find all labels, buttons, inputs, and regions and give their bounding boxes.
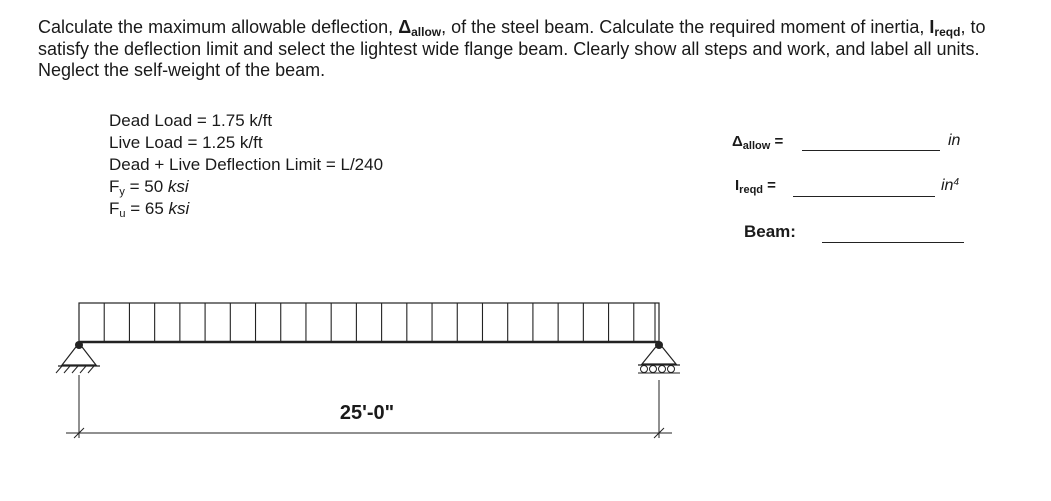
live-load: Live Load = 1.25 k/ft: [109, 133, 263, 152]
dead-load: Dead Load = 1.75 k/ft: [109, 111, 273, 130]
load-dividers: [104, 303, 655, 342]
fu-value: $F_u = 65$ ksi: [109, 199, 190, 220]
delta-allow-unit: in: [948, 132, 961, 149]
load-block: [79, 303, 659, 342]
i-reqd-term: $I_{reqd}$: [929, 17, 961, 39]
deflection-limit: Dead + Live Deflection Limit = L/240: [109, 155, 384, 174]
problem-text-2: , of the steel beam. Calculate the required moment of inertia,: [441, 17, 930, 37]
i-reqd-label: $I_{reqd}$ =: [735, 177, 776, 196]
delta-allow-label: $\Delta_{allow}$ =: [732, 133, 784, 152]
beam-label: Beam:: [744, 222, 796, 241]
fy-value: $F_y = 50$ ksi: [109, 177, 189, 198]
pin-support-left: [56, 341, 100, 373]
problem-text-3: , to satisfy the deflection limit and select the lightest wide flange beam. Clearly show all steps and work, and label all units. Neglect the self-weight of the beam.: [38, 17, 986, 80]
roller-support-right: [638, 341, 680, 373]
span-length-label: 25'-0": [339, 402, 395, 424]
delta-allow-term: $\Delta_{allow}$: [398, 17, 442, 39]
i-reqd-unit: $in^4$: [941, 177, 960, 194]
problem-text-1: Calculate the maximum allowable deflection,: [38, 17, 399, 37]
distributed-load: [79, 303, 659, 342]
